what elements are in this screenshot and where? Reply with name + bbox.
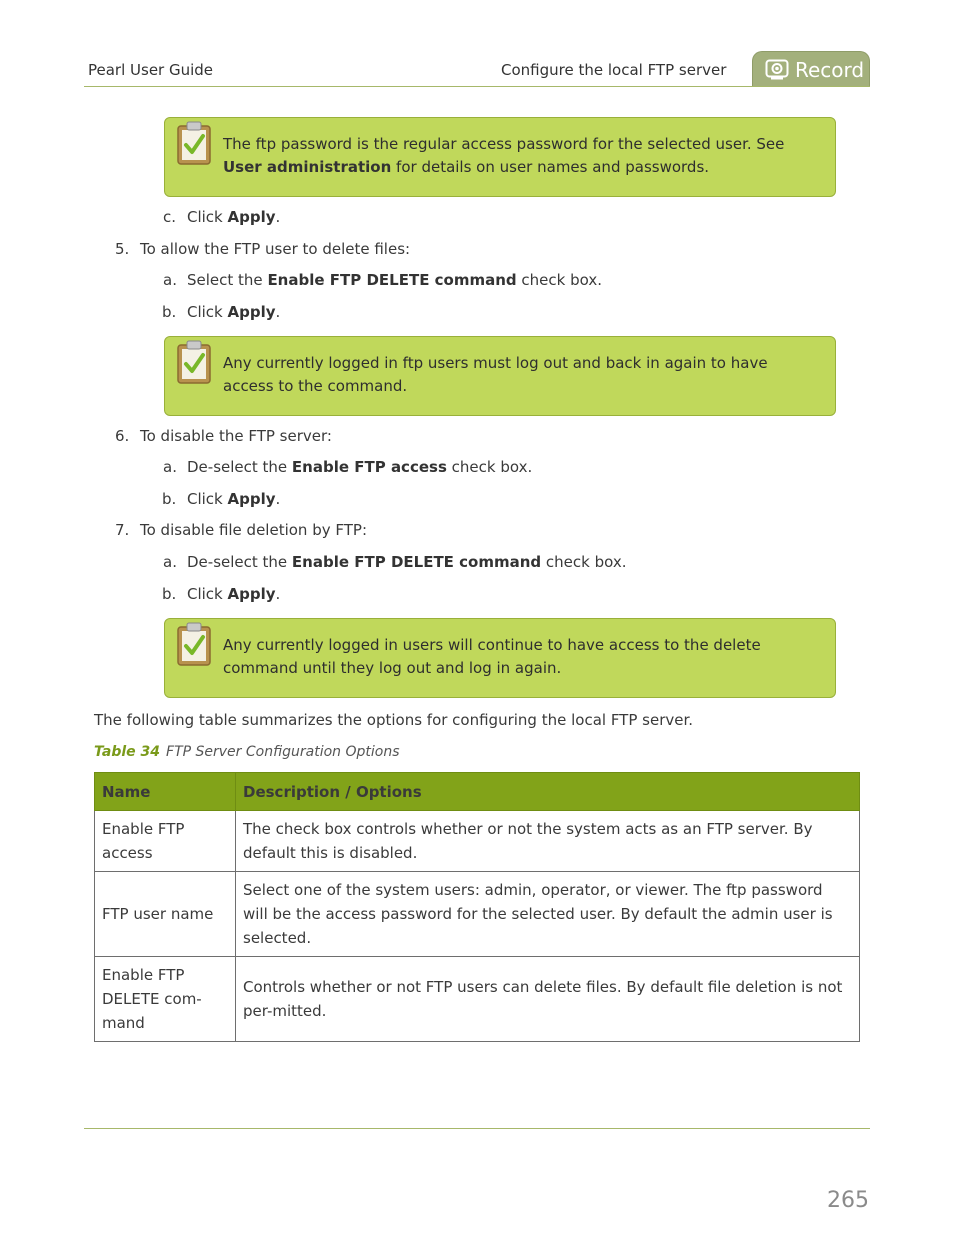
step-text-part: Click [187, 585, 228, 603]
apply-term: Apply [227, 303, 276, 321]
step-text-part: Click [187, 303, 228, 321]
clipboard-check-icon [175, 120, 213, 166]
step-text-part: Click [187, 208, 228, 226]
footer-divider [84, 1128, 870, 1129]
table-row [95, 811, 860, 872]
apply-term: Apply [227, 208, 276, 226]
step-marker: a. [163, 271, 177, 289]
ftp-options-table [94, 772, 860, 1042]
header-divider [84, 86, 870, 87]
table-cell-name: Enable FTP DELETE com-mand [95, 957, 236, 1042]
step-marker: b. [162, 490, 177, 508]
step-text: To disable file deletion by FTP: [140, 521, 367, 539]
step-text [187, 303, 280, 321]
step-text-part: Click [187, 490, 228, 508]
record-tab [752, 51, 870, 87]
step-text-part: check box. [541, 553, 627, 571]
note-box [164, 336, 836, 416]
step-text-part: . [275, 490, 281, 508]
apply-term: Apply [227, 490, 276, 508]
table-cell-description: Select one of the system users: admin, operator, or viewer. The ftp password will be the access password for the selected user. By default the admin user is selected. [236, 872, 860, 957]
step-text [187, 585, 280, 603]
step-text [187, 458, 532, 476]
step-text-part: De-select the [187, 458, 292, 476]
guide-title: Pearl User Guide [88, 61, 214, 79]
step-text-part: . [275, 208, 281, 226]
user-administration-link[interactable]: User administration [223, 158, 392, 176]
step-number: 6. [115, 427, 130, 445]
step-text [187, 271, 602, 289]
note-text-part: for details on user names and passwords. [391, 158, 710, 176]
caption-label: Table 34 [94, 744, 161, 760]
step-text: To allow the FTP user to delete files: [140, 240, 411, 258]
table-row [95, 872, 860, 957]
step-text-part: Select the [187, 271, 268, 289]
note-text: Any currently logged in users will continue to have access to the delete command until they log out and log in again. [223, 636, 761, 677]
step-text [187, 490, 280, 508]
step-marker: c. [163, 208, 177, 226]
step-text-part: De-select the [187, 553, 292, 571]
caption-text: FTP Server Configuration Options [166, 744, 400, 760]
step-text [187, 208, 280, 226]
note-text: Any currently logged in ftp users must log out and back in again to have access to the command. [223, 354, 768, 395]
column-header-name: Name [95, 773, 236, 811]
step-marker: a. [163, 458, 177, 476]
table-cell-description: The check box controls whether or not the system acts as an FTP server. By default this is disabled. [236, 811, 860, 872]
checkbox-term: Enable FTP DELETE command [291, 553, 542, 571]
column-header-description: Description / Options [236, 773, 860, 811]
table-header-row [95, 773, 860, 811]
note-box [164, 618, 836, 698]
checkbox-term: Enable FTP access [291, 458, 447, 476]
step-number: 7. [115, 521, 130, 539]
table-row [95, 957, 860, 1042]
note-box [164, 117, 836, 197]
step-text-part: check box. [516, 271, 602, 289]
step-text-part: . [275, 585, 281, 603]
step-marker: b. [162, 585, 177, 603]
note-text [223, 133, 795, 179]
step-number: 5. [115, 240, 130, 258]
table-cell-name: FTP user name [95, 872, 236, 957]
step-text-part: check box. [446, 458, 533, 476]
clipboard-check-icon [175, 339, 213, 385]
page-number: 265 [827, 1188, 869, 1213]
table-caption [94, 744, 400, 760]
section-title: Configure the local FTP server [501, 61, 727, 79]
clipboard-check-icon [175, 621, 213, 667]
intro-paragraph: The following table summarizes the options for configuring the local FTP server. [94, 711, 694, 729]
checkbox-term: Enable FTP DELETE command [267, 271, 517, 289]
step-marker: b. [162, 303, 177, 321]
note-text-part: The ftp password is the regular access password for the selected user. See [223, 135, 785, 153]
record-tab-label: Record [795, 57, 865, 82]
record-icon [765, 59, 789, 81]
step-text: To disable the FTP server: [140, 427, 332, 445]
step-text [187, 553, 626, 571]
step-text-part: . [275, 303, 281, 321]
step-marker: a. [163, 553, 177, 571]
apply-term: Apply [227, 585, 276, 603]
table-cell-description: Controls whether or not FTP users can delete files. By default file deletion is not per-mitted. [236, 957, 860, 1042]
table-cell-name: Enable FTP access [95, 811, 236, 872]
